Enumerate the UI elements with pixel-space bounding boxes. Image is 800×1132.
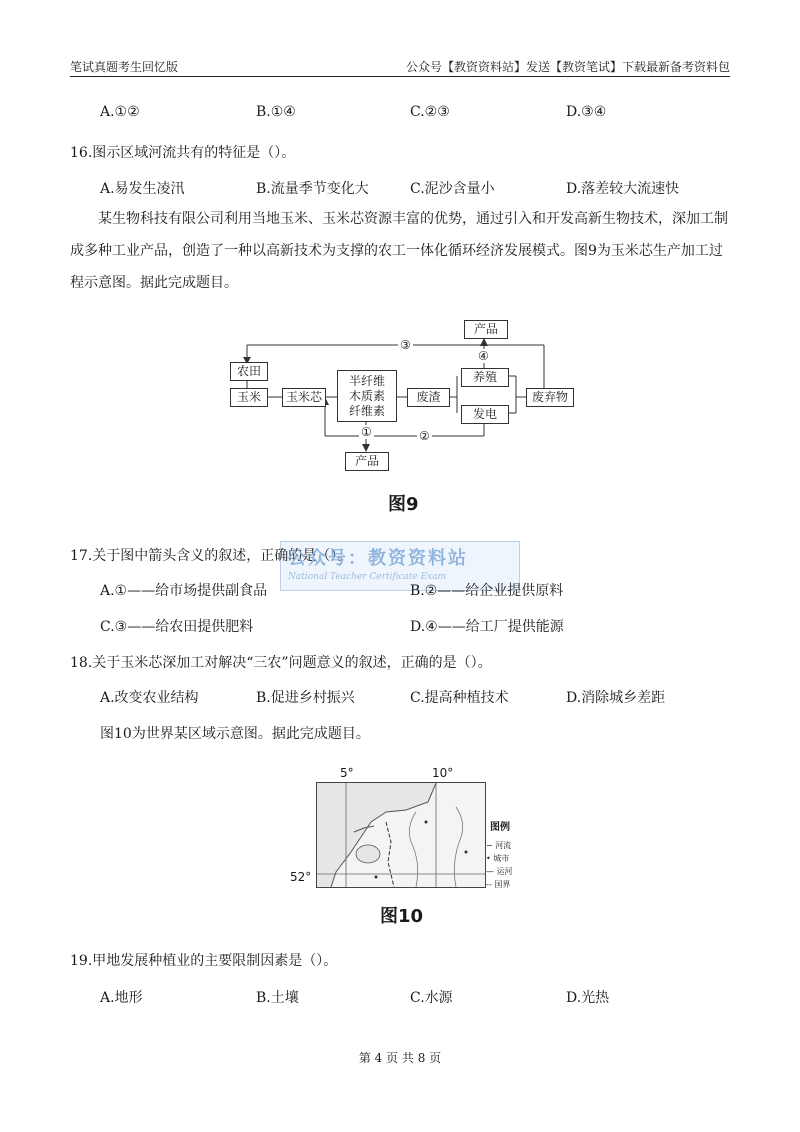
fig9-node-residue: 废渣 — [407, 388, 450, 407]
river-symbol-icon: ∽ — [486, 841, 496, 850]
city-symbol-icon: • — [486, 854, 494, 863]
border-symbol-icon: -- — [486, 880, 495, 889]
fig9-node-corn: 玉米 — [230, 388, 268, 407]
q17-option-d: D.④——给工厂提供能源 — [410, 619, 564, 635]
fig9-node-corncob: 玉米芯 — [282, 388, 326, 407]
fig9-cellulose-line2: 木质素 — [348, 388, 385, 403]
q17-option-a: A.①——给市场提供副食品 — [100, 583, 268, 599]
q16-option-c: C.泥沙含量小 — [410, 181, 495, 197]
fig10-lon-10: 10° — [432, 766, 454, 780]
q18-option-b: B.促进乡村振兴 — [256, 690, 355, 706]
fig9-label-3: ③ — [400, 338, 411, 352]
fig9-node-cellulose — [337, 370, 397, 422]
fig10-legend-border: -- 国界 — [486, 880, 511, 889]
q18-stem: 18.关于玉米芯深加工对解决“三农”问题意义的叙述，正确的是（）。 — [70, 655, 492, 671]
q18-option-c: C.提高种植技术 — [410, 690, 509, 706]
q16-option-a: A.易发生凌汛 — [100, 181, 185, 197]
q16-option-d: D.落差较大流速快 — [566, 181, 680, 197]
q17-stem: 17.关于图中箭头含义的叙述，正确的是（）。 — [70, 548, 352, 564]
fig9-label-2: ② — [419, 429, 430, 443]
fig9-node-product-bottom: 产品 — [345, 452, 389, 471]
q19-option-a: A.地形 — [100, 990, 143, 1006]
fig9-caption: 图9 — [388, 494, 419, 515]
q16-stem: 16.图示区域河流共有的特征是（）。 — [70, 145, 296, 161]
fig10-legend-city: • 城市 — [486, 854, 510, 863]
fig9-label-1: ① — [361, 425, 372, 439]
fig10-lat-52: 52° — [290, 870, 312, 884]
watermark-subtext: National Teacher Certificate Exam — [288, 572, 447, 582]
passage-corncob: 某生物科技有限公司利用当地玉米、玉米芯资源丰富的优势，通过引入和开发高新生物技术，深加工制成多种工业产品，创造了一种以高新技术为支撑的农工一体化循环经济发展模式。图9为玉米芯生产加工过程示意图。据此完成题目。 — [70, 211, 728, 291]
fig10-legend-canal: — 运河 — [486, 867, 513, 876]
header-right: 公众号【教资资料站】发送【教资笔试】下载最新备考资料包 — [405, 60, 730, 74]
fig9-node-power: 发电 — [461, 405, 509, 424]
fig10-map — [316, 782, 486, 888]
fig9-node-product-top: 产品 — [464, 320, 508, 339]
fig10-lon-5: 5° — [340, 766, 354, 780]
fig9-node-waste: 废弃物 — [526, 388, 574, 407]
q15-option-a: A.①② — [100, 104, 140, 120]
fig9-cellulose-line3: 纤维素 — [348, 403, 385, 418]
q17-option-b: B.②——给企业提供原料 — [410, 583, 564, 599]
q19-option-b: B.土壤 — [256, 990, 299, 1006]
q19-option-d: D.光热 — [566, 990, 610, 1006]
fig9-label-4: ④ — [478, 349, 489, 363]
fig9-node-farmland: 农田 — [230, 362, 268, 381]
header-left: 笔试真题考生回忆版 — [70, 60, 179, 74]
fig10-legend-title: 图例 — [490, 822, 510, 833]
q19-option-c: C.水源 — [410, 990, 453, 1006]
q16-option-b: B.流量季节变化大 — [256, 181, 369, 197]
q15-option-b: B.①④ — [256, 104, 296, 120]
fig9-cellulose-line1: 半纤维 — [348, 373, 385, 388]
q15-option-c: C.②③ — [410, 104, 450, 120]
q18-option-a: A.改变农业结构 — [100, 690, 199, 706]
q15-option-d: D.③④ — [566, 104, 607, 120]
watermark-text: 公众号：教资资料站 — [288, 548, 468, 569]
q17-option-c: C.③——给农田提供肥料 — [100, 619, 254, 635]
fig10-legend-river: ∽ 河流 — [486, 841, 512, 850]
q19-stem: 19.甲地发展种植业的主要限制因素是（）。 — [70, 953, 338, 969]
page-footer: 第 4 页 共 8 页 — [358, 1051, 442, 1065]
q18-option-d: D.消除城乡差距 — [566, 690, 666, 706]
passage-fig10: 图10为世界某区域示意图。据此完成题目。 — [100, 726, 370, 742]
fig9-node-breeding: 养殖 — [461, 368, 509, 387]
fig10-caption: 图10 — [380, 906, 424, 927]
canal-symbol-icon: — — [486, 867, 497, 876]
